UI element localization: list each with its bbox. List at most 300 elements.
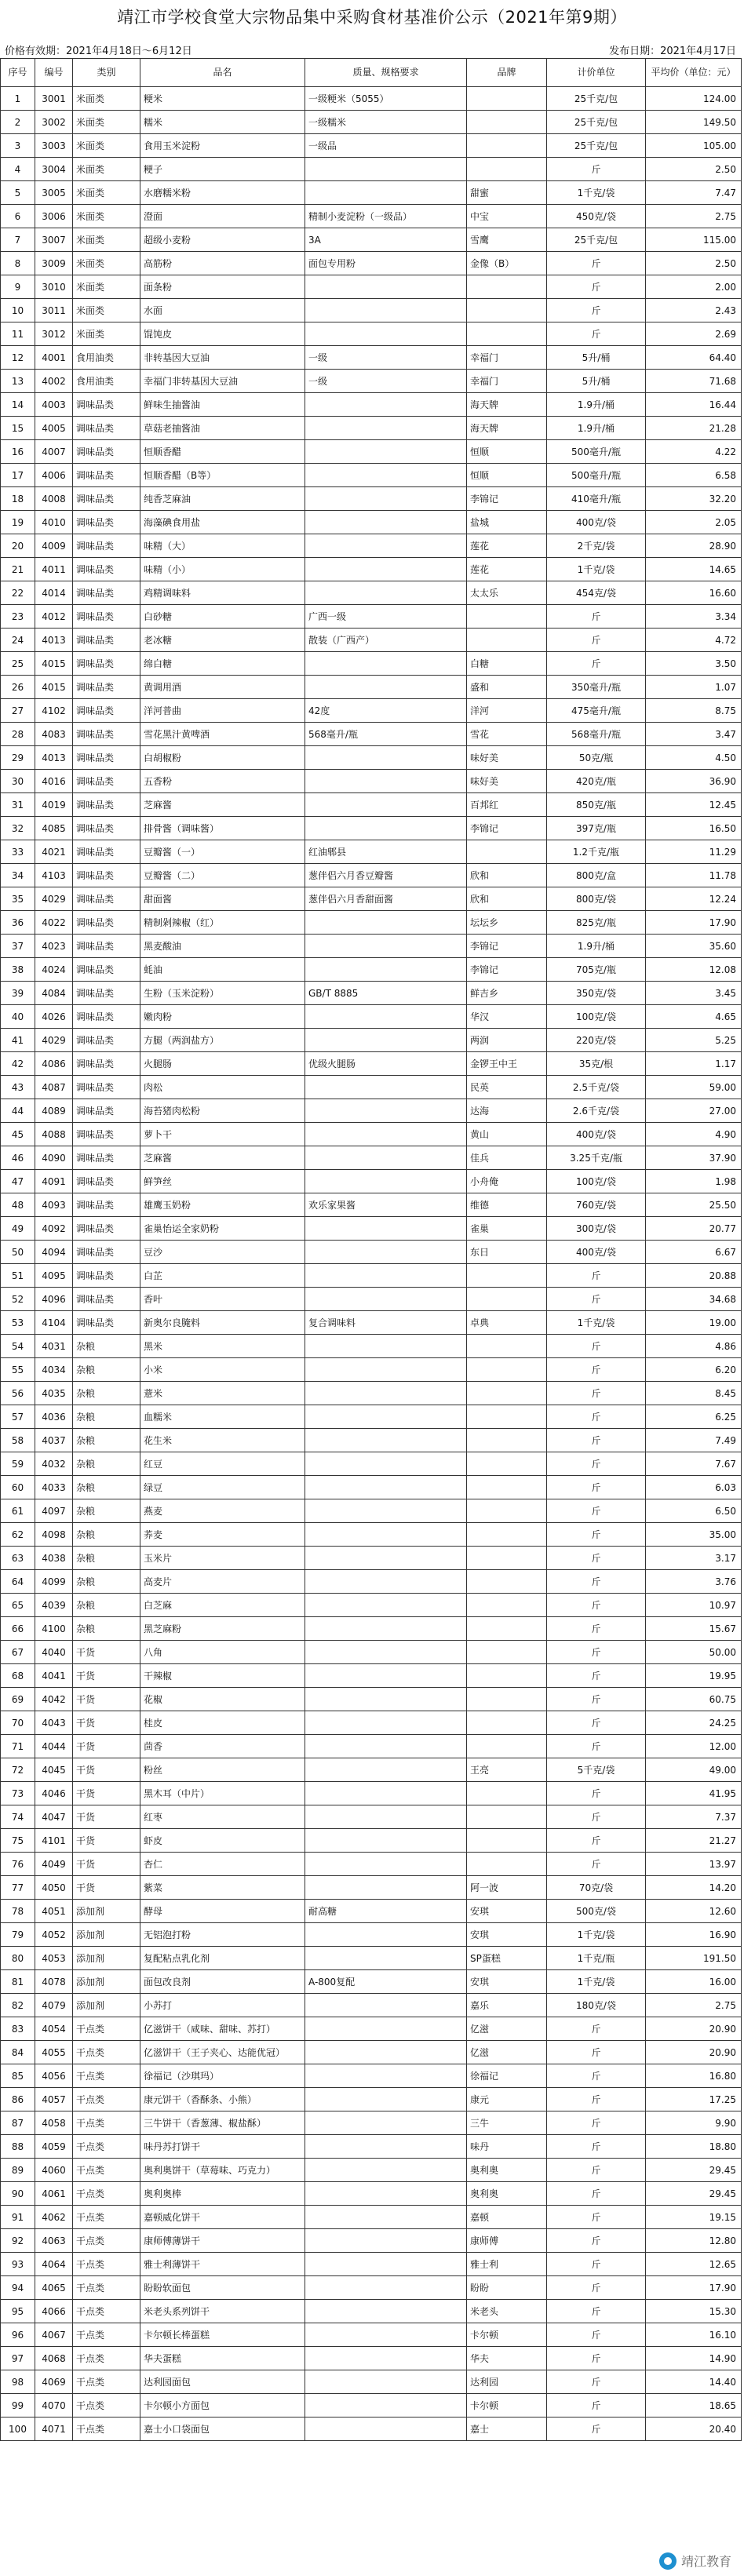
cell-code: 4006: [35, 464, 73, 487]
cell-category: 调味品类: [73, 840, 140, 864]
cell-index: 16: [1, 440, 35, 464]
cell-index: 98: [1, 2370, 35, 2394]
cell-unit: 475毫升/瓶: [547, 699, 646, 723]
cell-index: 46: [1, 1146, 35, 1170]
cell-spec: [305, 1994, 467, 2017]
cell-spec: [305, 558, 467, 581]
cell-index: 2: [1, 111, 35, 134]
cell-avg-price: 20.77: [646, 1217, 742, 1241]
cell-index: 33: [1, 840, 35, 864]
cell-category: 干点类: [73, 2041, 140, 2064]
price-table: [0, 58, 742, 2441]
cell-spec: [305, 1241, 467, 1264]
cell-unit: 斤: [547, 2253, 646, 2276]
cell-category: 调味品类: [73, 911, 140, 935]
cell-code: 4026: [35, 1005, 73, 1029]
cell-avg-price: 41.95: [646, 1782, 742, 1805]
cell-code: 4091: [35, 1170, 73, 1193]
cell-spec: [305, 2206, 467, 2229]
cell-code: 4015: [35, 652, 73, 676]
cell-spec: [305, 1570, 467, 1594]
cell-avg-price: 19.95: [646, 1664, 742, 1688]
cell-avg-price: 4.22: [646, 440, 742, 464]
cell-avg-price: 8.75: [646, 699, 742, 723]
cell-unit: 180克/袋: [547, 1994, 646, 2017]
cell-category: 调味品类: [73, 464, 140, 487]
cell-spec: [305, 2418, 467, 2441]
cell-category: 干点类: [73, 2323, 140, 2347]
cell-brand: 卡尔顿: [467, 2323, 547, 2347]
table-row: [1, 605, 742, 629]
cell-brand: [467, 1264, 547, 1288]
cell-code: 4024: [35, 958, 73, 982]
cell-avg-price: 16.80: [646, 2064, 742, 2088]
watermark-text: 靖江教育: [680, 2554, 731, 2569]
cell-unit: 斤: [547, 275, 646, 299]
cell-index: 79: [1, 1923, 35, 1947]
cell-item-name: 蚝油: [140, 958, 305, 982]
cell-code: 3010: [35, 275, 73, 299]
cell-code: 4100: [35, 1617, 73, 1641]
table-row: [1, 1829, 742, 1853]
cell-category: 干货: [73, 1688, 140, 1711]
cell-brand: [467, 158, 547, 181]
cell-brand: [467, 629, 547, 652]
cell-item-name: 亿滋饼干（咸味、甜味、苏打）: [140, 2017, 305, 2041]
cell-avg-price: 6.20: [646, 1358, 742, 1382]
cell-category: 食用油类: [73, 370, 140, 393]
cell-index: 27: [1, 699, 35, 723]
cell-brand: [467, 87, 547, 111]
cell-spec: [305, 440, 467, 464]
cell-brand: [467, 605, 547, 629]
cell-unit: 斤: [547, 1688, 646, 1711]
cell-unit: 斤: [547, 252, 646, 275]
cell-unit: 1千克/袋: [547, 1970, 646, 1994]
cell-unit: 450克/袋: [547, 205, 646, 228]
cell-code: 3002: [35, 111, 73, 134]
cell-item-name: 恒顺香醋（B等）: [140, 464, 305, 487]
table-row: [1, 629, 742, 652]
cell-avg-price: 3.45: [646, 982, 742, 1005]
cell-item-name: 水面: [140, 299, 305, 322]
cell-spec: GB/T 8885: [305, 982, 467, 1005]
cell-index: 66: [1, 1617, 35, 1641]
cell-avg-price: 2.75: [646, 1994, 742, 2017]
cell-index: 88: [1, 2135, 35, 2159]
table-row: [1, 440, 742, 464]
cell-code: 4016: [35, 770, 73, 793]
cell-avg-price: 14.40: [646, 2370, 742, 2394]
cell-avg-price: 12.45: [646, 793, 742, 817]
cell-item-name: 水磨糯米粉: [140, 181, 305, 205]
cell-brand: 安琪: [467, 1923, 547, 1947]
cell-index: 5: [1, 181, 35, 205]
cell-brand: [467, 1617, 547, 1641]
table-row: [1, 581, 742, 605]
table-row: [1, 770, 742, 793]
cell-avg-price: 29.45: [646, 2182, 742, 2206]
cell-avg-price: 21.27: [646, 1829, 742, 1853]
cell-unit: 350克/袋: [547, 982, 646, 1005]
table-row: [1, 2394, 742, 2418]
cell-item-name: 干辣椒: [140, 1664, 305, 1688]
cell-code: 4079: [35, 1994, 73, 2017]
table-row: [1, 1052, 742, 1076]
cell-item-name: 血糯米: [140, 1405, 305, 1429]
cell-avg-price: 12.00: [646, 1735, 742, 1758]
cell-category: 调味品类: [73, 417, 140, 440]
header-category: 类别: [73, 59, 140, 87]
cell-spec: 一级品: [305, 134, 467, 158]
cell-unit: 斤: [547, 1711, 646, 1735]
cell-item-name: 面包改良剂: [140, 1970, 305, 1994]
cell-unit: 斤: [547, 1264, 646, 1288]
cell-item-name: 豆瓣酱（一）: [140, 840, 305, 864]
cell-category: 调味品类: [73, 770, 140, 793]
cell-unit: 斤: [547, 1782, 646, 1805]
cell-item-name: 无铝泡打粉: [140, 1923, 305, 1947]
cell-code: 4029: [35, 1029, 73, 1052]
cell-brand: [467, 275, 547, 299]
table-row: [1, 87, 742, 111]
cell-unit: 825克/瓶: [547, 911, 646, 935]
cell-avg-price: 3.34: [646, 605, 742, 629]
table-row: [1, 1241, 742, 1264]
cell-brand: 民英: [467, 1076, 547, 1099]
cell-index: 71: [1, 1735, 35, 1758]
cell-brand: [467, 1688, 547, 1711]
cell-spec: [305, 1853, 467, 1876]
cell-brand: 太太乐: [467, 581, 547, 605]
cell-avg-price: 15.30: [646, 2300, 742, 2323]
cell-unit: 350毫升/瓶: [547, 676, 646, 699]
cell-item-name: 排骨酱（调味酱）: [140, 817, 305, 840]
cell-code: 4013: [35, 629, 73, 652]
cell-code: 4049: [35, 1853, 73, 1876]
cell-unit: 500毫升/瓶: [547, 464, 646, 487]
table-row: [1, 370, 742, 393]
cell-code: 4003: [35, 393, 73, 417]
cell-avg-price: 49.00: [646, 1758, 742, 1782]
cell-code: 3007: [35, 228, 73, 252]
cell-item-name: 达利园面包: [140, 2370, 305, 2394]
cell-avg-price: 12.08: [646, 958, 742, 982]
cell-brand: 中宝: [467, 205, 547, 228]
cell-category: 调味品类: [73, 605, 140, 629]
cell-code: 4033: [35, 1476, 73, 1499]
cell-category: 调味品类: [73, 1076, 140, 1099]
cell-item-name: 雅士利薄饼干: [140, 2253, 305, 2276]
cell-avg-price: 34.68: [646, 1288, 742, 1311]
cell-unit: 斤: [547, 1335, 646, 1358]
cell-item-name: 绵白糖: [140, 652, 305, 676]
cell-code: 4032: [35, 1452, 73, 1476]
cell-brand: 安琪: [467, 1900, 547, 1923]
cell-brand: 莲花: [467, 534, 547, 558]
cell-brand: [467, 299, 547, 322]
cell-category: 米面类: [73, 299, 140, 322]
cell-item-name: 米老头系列饼干: [140, 2300, 305, 2323]
cell-avg-price: 18.65: [646, 2394, 742, 2418]
cell-spec: [305, 1476, 467, 1499]
cell-brand: [467, 1358, 547, 1382]
cell-spec: [305, 817, 467, 840]
cell-unit: 斤: [547, 1405, 646, 1429]
cell-category: 杂粮: [73, 1429, 140, 1452]
cell-spec: [305, 2370, 467, 2394]
cell-avg-price: 16.50: [646, 817, 742, 840]
cell-spec: 3A: [305, 228, 467, 252]
table-row: [1, 181, 742, 205]
cell-item-name: 花椒: [140, 1688, 305, 1711]
cell-brand: 雅士利: [467, 2253, 547, 2276]
cell-item-name: 雄鹰玉奶粉: [140, 1193, 305, 1217]
cell-avg-price: 16.00: [646, 1970, 742, 1994]
publish-date: 发布日期：2021年4月17日: [609, 46, 736, 57]
cell-category: 调味品类: [73, 1241, 140, 1264]
cell-item-name: 卡尔顿小方面包: [140, 2394, 305, 2418]
cell-index: 63: [1, 1547, 35, 1570]
cell-spec: [305, 322, 467, 346]
cell-spec: 耐高糖: [305, 1900, 467, 1923]
cell-unit: 5升/桶: [547, 370, 646, 393]
cell-brand: 百邦红: [467, 793, 547, 817]
cell-category: 调味品类: [73, 1146, 140, 1170]
cell-code: 4023: [35, 935, 73, 958]
cell-category: 调味品类: [73, 1029, 140, 1052]
cell-unit: 斤: [547, 652, 646, 676]
cell-spec: [305, 2347, 467, 2370]
cell-brand: 恒顺: [467, 440, 547, 464]
cell-unit: 斤: [547, 2300, 646, 2323]
cell-avg-price: 14.20: [646, 1876, 742, 1900]
table-row: [1, 346, 742, 370]
cell-category: 干货: [73, 1782, 140, 1805]
cell-avg-price: 5.25: [646, 1029, 742, 1052]
table-row: [1, 511, 742, 534]
cell-index: 22: [1, 581, 35, 605]
cell-code: 4050: [35, 1876, 73, 1900]
cell-index: 100: [1, 2418, 35, 2441]
wechat-logo-icon: [659, 2552, 677, 2570]
table-row: [1, 2041, 742, 2064]
cell-avg-price: 18.80: [646, 2135, 742, 2159]
cell-brand: 奥利奥: [467, 2159, 547, 2182]
cell-category: 调味品类: [73, 534, 140, 558]
cell-category: 米面类: [73, 228, 140, 252]
cell-index: 54: [1, 1335, 35, 1358]
cell-spec: [305, 2276, 467, 2300]
cell-unit: 斤: [547, 1617, 646, 1641]
cell-category: 米面类: [73, 111, 140, 134]
cell-code: 4066: [35, 2300, 73, 2323]
cell-item-name: 鲜味生抽酱油: [140, 393, 305, 417]
cell-category: 杂粮: [73, 1382, 140, 1405]
cell-unit: 斤: [547, 629, 646, 652]
cell-avg-price: 2.50: [646, 158, 742, 181]
cell-code: 4058: [35, 2111, 73, 2135]
cell-item-name: 黑芝麻粉: [140, 1617, 305, 1641]
cell-avg-price: 16.10: [646, 2323, 742, 2347]
cell-category: 调味品类: [73, 723, 140, 746]
cell-unit: 斤: [547, 1805, 646, 1829]
cell-brand: [467, 1735, 547, 1758]
cell-code: 4096: [35, 1288, 73, 1311]
cell-unit: 568毫升/瓶: [547, 723, 646, 746]
cell-avg-price: 36.90: [646, 770, 742, 793]
cell-code: 4002: [35, 370, 73, 393]
cell-unit: 1.2千克/瓶: [547, 840, 646, 864]
cell-code: 4015: [35, 676, 73, 699]
document-title: 靖江市学校食堂大宗物品集中采购食材基准价公示（2021年第9期）: [117, 8, 627, 27]
cell-avg-price: 1.17: [646, 1052, 742, 1076]
cell-item-name: 豆沙: [140, 1241, 305, 1264]
cell-code: 4035: [35, 1382, 73, 1405]
cell-unit: 220克/袋: [547, 1029, 646, 1052]
cell-avg-price: 2.00: [646, 275, 742, 299]
cell-spec: [305, 1335, 467, 1358]
cell-code: 4042: [35, 1688, 73, 1711]
cell-category: 干点类: [73, 2229, 140, 2253]
cell-brand: [467, 1476, 547, 1499]
cell-unit: 5升/桶: [547, 346, 646, 370]
cell-unit: 1.9升/桶: [547, 393, 646, 417]
cell-index: 26: [1, 676, 35, 699]
cell-code: 4069: [35, 2370, 73, 2394]
cell-brand: 海天牌: [467, 393, 547, 417]
cell-category: 干货: [73, 1664, 140, 1688]
table-row: [1, 1688, 742, 1711]
cell-brand: 卡尔顿: [467, 2394, 547, 2418]
cell-item-name: 卡尔顿长棒蛋糕: [140, 2323, 305, 2347]
table-row: [1, 1923, 742, 1947]
table-row: [1, 534, 742, 558]
cell-brand: 华汉: [467, 1005, 547, 1029]
table-row: [1, 1452, 742, 1476]
cell-avg-price: 59.00: [646, 1076, 742, 1099]
table-row: [1, 1853, 742, 1876]
cell-brand: 亿滋: [467, 2041, 547, 2064]
cell-category: 干货: [73, 1829, 140, 1853]
cell-category: 干点类: [73, 2182, 140, 2206]
cell-brand: 欣和: [467, 887, 547, 911]
cell-index: 68: [1, 1664, 35, 1688]
cell-category: 干货: [73, 1735, 140, 1758]
table-row: [1, 2206, 742, 2229]
table-row: [1, 299, 742, 322]
cell-unit: 斤: [547, 2276, 646, 2300]
cell-code: 3012: [35, 322, 73, 346]
cell-unit: 斤: [547, 1829, 646, 1853]
table-row: [1, 1476, 742, 1499]
cell-unit: 3.25千克/瓶: [547, 1146, 646, 1170]
cell-avg-price: 29.45: [646, 2159, 742, 2182]
cell-category: 米面类: [73, 205, 140, 228]
cell-category: 杂粮: [73, 1617, 140, 1641]
cell-spec: [305, 1499, 467, 1523]
cell-brand: 白糖: [467, 652, 547, 676]
table-row: [1, 1970, 742, 1994]
cell-spec: [305, 2229, 467, 2253]
cell-brand: 达海: [467, 1099, 547, 1123]
table-row: [1, 322, 742, 346]
table-row: [1, 1758, 742, 1782]
cell-unit: 斤: [547, 2064, 646, 2088]
cell-category: 添加剂: [73, 1994, 140, 2017]
cell-spec: [305, 958, 467, 982]
cell-spec: [305, 1829, 467, 1853]
cell-avg-price: 1.07: [646, 676, 742, 699]
cell-index: 40: [1, 1005, 35, 1029]
cell-brand: [467, 1523, 547, 1547]
cell-avg-price: 6.25: [646, 1405, 742, 1429]
cell-index: 39: [1, 982, 35, 1005]
cell-brand: 金像（B）: [467, 252, 547, 275]
cell-brand: [467, 1641, 547, 1664]
cell-category: 干点类: [73, 2253, 140, 2276]
cell-category: 干货: [73, 1805, 140, 1829]
cell-spec: [305, 1923, 467, 1947]
table-row: [1, 746, 742, 770]
cell-index: 20: [1, 534, 35, 558]
cell-index: 53: [1, 1311, 35, 1335]
cell-brand: 卓典: [467, 1311, 547, 1335]
cell-avg-price: 19.00: [646, 1311, 742, 1335]
cell-brand: [467, 111, 547, 134]
cell-unit: 705克/瓶: [547, 958, 646, 982]
cell-code: 4067: [35, 2323, 73, 2347]
cell-code: 3006: [35, 205, 73, 228]
cell-brand: 李锦记: [467, 958, 547, 982]
cell-unit: 斤: [547, 1382, 646, 1405]
cell-item-name: 黑木耳（中片）: [140, 1782, 305, 1805]
cell-avg-price: 6.58: [646, 464, 742, 487]
table-header-row: [1, 59, 742, 87]
cell-item-name: 新奥尔良腌料: [140, 1311, 305, 1335]
cell-index: 28: [1, 723, 35, 746]
cell-category: 米面类: [73, 275, 140, 299]
cell-item-name: 方腿（两润盐方）: [140, 1029, 305, 1052]
cell-category: 杂粮: [73, 1405, 140, 1429]
cell-category: 调味品类: [73, 982, 140, 1005]
cell-spec: 葱伴侣六月香甜面酱: [305, 887, 467, 911]
cell-category: 调味品类: [73, 1170, 140, 1193]
cell-unit: 斤: [547, 2041, 646, 2064]
cell-code: 4103: [35, 864, 73, 887]
cell-spec: [305, 534, 467, 558]
cell-code: 4052: [35, 1923, 73, 1947]
cell-code: 4104: [35, 1311, 73, 1335]
table-row: [1, 1170, 742, 1193]
cell-code: 3011: [35, 299, 73, 322]
table-row: [1, 676, 742, 699]
cell-spec: 42度: [305, 699, 467, 723]
cell-spec: [305, 2135, 467, 2159]
cell-unit: 800克/盒: [547, 864, 646, 887]
cell-brand: 王亮: [467, 1758, 547, 1782]
cell-spec: [305, 181, 467, 205]
cell-spec: [305, 158, 467, 181]
cell-code: 4056: [35, 2064, 73, 2088]
cell-index: 95: [1, 2300, 35, 2323]
cell-unit: 25千克/包: [547, 111, 646, 134]
cell-unit: 300克/袋: [547, 1217, 646, 1241]
cell-avg-price: 3.47: [646, 723, 742, 746]
cell-spec: [305, 2088, 467, 2111]
cell-brand: [467, 1853, 547, 1876]
cell-unit: 斤: [547, 158, 646, 181]
